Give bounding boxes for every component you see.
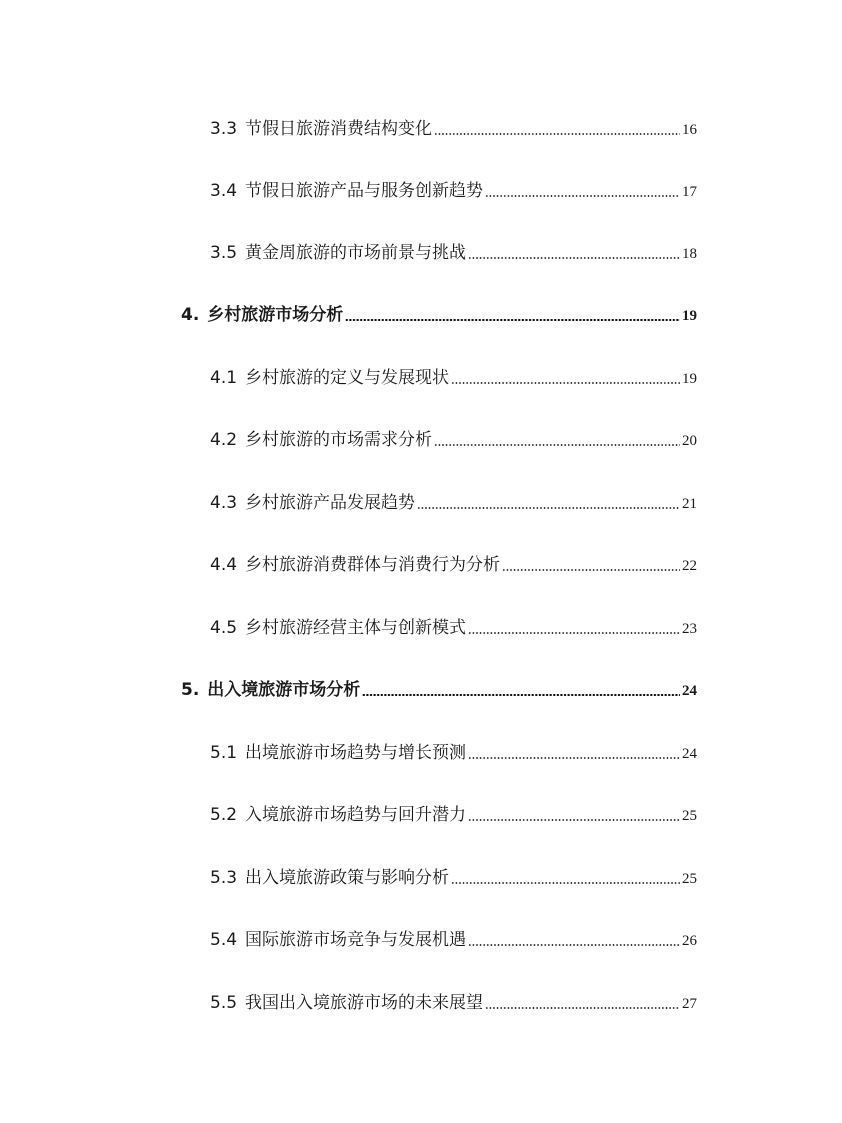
- toc-entry-title: 乡村旅游经营主体与创新模式: [245, 618, 467, 638]
- toc-page-number: 18: [682, 246, 697, 262]
- toc-entry-title: 黄金周旅游的市场前景与挑战: [245, 243, 467, 263]
- dot-leader: [345, 319, 680, 321]
- toc-page-number: 24: [682, 746, 697, 762]
- toc-entry-title: 出入境旅游政策与影响分析: [245, 868, 450, 888]
- toc-entry-label: [210, 178, 483, 204]
- toc-entry-label: [210, 802, 466, 828]
- toc-entry-4-4[interactable]: [210, 552, 697, 578]
- toc-entry-5[interactable]: [181, 677, 697, 703]
- toc-entry-number: 5.5: [210, 993, 238, 1013]
- toc-entry-label: [210, 740, 466, 766]
- dot-leader: [434, 444, 680, 446]
- toc-entry-number: 3.4: [210, 181, 238, 201]
- toc-entry-title: 乡村旅游产品发展趋势: [245, 493, 416, 513]
- toc-entry-title: 乡村旅游消费群体与消费行为分析: [245, 555, 501, 575]
- toc-entry-label: [181, 302, 343, 328]
- toc-entry-5-3[interactable]: [210, 865, 697, 891]
- toc-entry-4[interactable]: [181, 302, 697, 328]
- toc-entry-title: 乡村旅游的定义与发展现状: [245, 368, 450, 388]
- dot-leader: [502, 569, 680, 571]
- dot-leader: [468, 757, 680, 759]
- toc-entry-title: 我国出入境旅游市场的未来展望: [245, 993, 484, 1013]
- toc-page-number: 19: [682, 371, 697, 387]
- toc-entry-number: 5.4: [210, 930, 238, 950]
- toc-page-number: 20: [682, 433, 697, 449]
- toc-entry-label: [210, 365, 449, 391]
- toc-entry-4-5[interactable]: [210, 615, 697, 641]
- toc-entry-5-4[interactable]: [210, 927, 697, 953]
- toc-page-number: 22: [682, 558, 697, 574]
- toc-entry-title: 出境旅游市场趋势与增长预测: [245, 743, 467, 763]
- toc-entry-label: [210, 427, 432, 453]
- toc-page-number: 25: [682, 808, 697, 824]
- dot-leader: [485, 1007, 680, 1009]
- toc-entry-label: [210, 865, 449, 891]
- toc-entry-3-4[interactable]: [210, 178, 697, 204]
- toc-entry-label: [210, 615, 466, 641]
- toc-entry-label: [210, 552, 500, 578]
- toc-entry-title: 乡村旅游的市场需求分析: [245, 430, 433, 450]
- toc-entry-number: 3.5: [210, 243, 238, 263]
- dot-leader: [485, 195, 680, 197]
- dot-leader: [451, 382, 680, 384]
- dot-leader: [434, 133, 680, 135]
- toc-entry-title: 节假日旅游产品与服务创新趋势: [245, 181, 484, 201]
- toc-entry-label: [210, 490, 415, 516]
- toc-entry-number: 4.1: [210, 368, 238, 388]
- toc-entry-label: [210, 240, 466, 266]
- toc-page-number: 25: [682, 871, 697, 887]
- toc-entry-4-2[interactable]: [210, 427, 697, 453]
- toc-entry-title: 入境旅游市场趋势与回升潜力: [245, 805, 467, 825]
- toc-entry-number: 4.4: [210, 555, 238, 575]
- toc-entry-5-5[interactable]: [210, 990, 697, 1016]
- toc-page-number: 19: [682, 308, 697, 324]
- toc-entry-4-1[interactable]: [210, 365, 697, 391]
- toc-entry-3-5[interactable]: [210, 240, 697, 266]
- dot-leader: [362, 694, 680, 696]
- toc-entry-number: 4.5: [210, 618, 238, 638]
- toc-entry-3-3[interactable]: [210, 116, 697, 142]
- dot-leader: [468, 819, 680, 821]
- toc-entry-number: 4.3: [210, 493, 238, 513]
- toc-entry-number: 4.2: [210, 430, 238, 450]
- dot-leader: [468, 944, 680, 946]
- dot-leader: [417, 507, 680, 509]
- toc-entry-4-3[interactable]: [210, 490, 697, 516]
- toc-entry-label: [181, 677, 360, 703]
- dot-leader: [468, 257, 680, 259]
- toc-entry-5-1[interactable]: [210, 740, 697, 766]
- toc-entry-number: 5.2: [210, 805, 238, 825]
- toc-entry-number: 5.1: [210, 743, 238, 763]
- dot-leader: [451, 882, 680, 884]
- toc-page-number: 24: [682, 683, 697, 699]
- toc-entry-title: 乡村旅游市场分析: [207, 305, 344, 325]
- toc-entry-number: 5.: [181, 680, 200, 700]
- toc-entry-label: [210, 990, 483, 1016]
- toc-entry-title: 国际旅游市场竞争与发展机遇: [245, 930, 467, 950]
- toc-entry-5-2[interactable]: [210, 802, 697, 828]
- toc-page-number: 17: [682, 184, 697, 200]
- toc-entry-label: [210, 927, 466, 953]
- toc-page-number: 27: [682, 996, 697, 1012]
- toc-page-number: 16: [682, 122, 697, 138]
- toc-entry-title: 出入境旅游市场分析: [207, 680, 361, 700]
- dot-leader: [468, 632, 680, 634]
- toc-entry-number: 5.3: [210, 868, 238, 888]
- toc-page-number: 21: [682, 496, 697, 512]
- toc-entry-number: 4.: [181, 305, 200, 325]
- toc-entry-label: [210, 116, 432, 142]
- toc-entry-title: 节假日旅游消费结构变化: [245, 119, 433, 139]
- toc-page-number: 26: [682, 933, 697, 949]
- toc-page-number: 23: [682, 621, 697, 637]
- toc-entry-number: 3.3: [210, 119, 238, 139]
